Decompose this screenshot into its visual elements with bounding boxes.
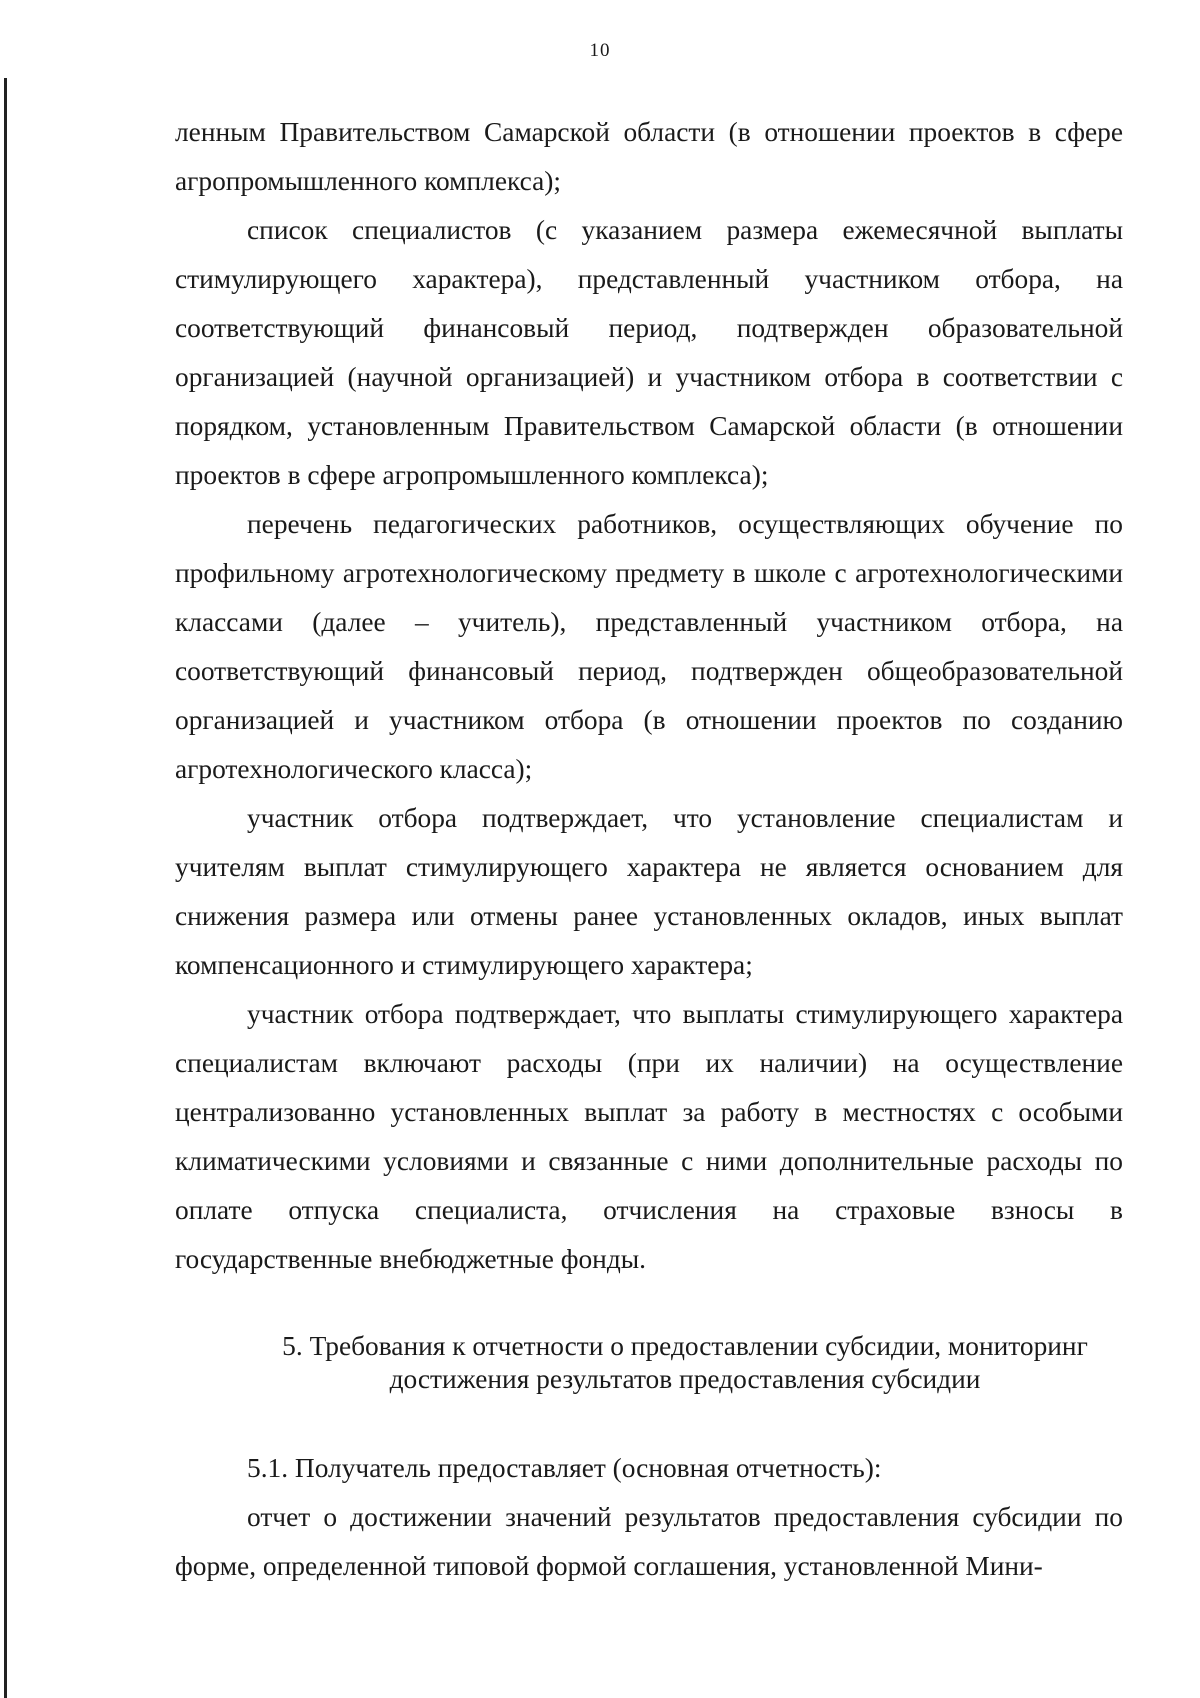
- paragraph-continuation: ленным Правительством Самарской области (в отношении проектов в сфере агропромышленного комплекса);: [175, 117, 1123, 196]
- page-number: 10: [589, 40, 611, 61]
- section-heading-line-2: достижения результатов предоставления субсидии: [389, 1364, 981, 1394]
- paragraph-payments-expenses: участник отбора подтверждает, что выплаты стимулирующего характера специалистам включают расходы (при их наличии) на осуществление централизованно установленных выплат за работу в местностях с особыми климатическими условиями и связанные с ними дополнительные расходы по оплате отпуска специалиста, отчисления на страховые взносы в государственные внебюджетные фонды.: [175, 999, 1123, 1274]
- scan-left-edge: [4, 78, 7, 1698]
- document-body: [175, 108, 1123, 1284]
- section-heading-line-1: 5. Требования к отчетности о предоставлении субсидии, мониторинг: [282, 1331, 1088, 1361]
- section-heading: [260, 1330, 1110, 1396]
- paragraph-specialists-list: список специалистов (с указанием размера ежемесячной выплаты стимулирующего характера), представленный участником отбора, на соответствующий финансовый период, подтвержден образовательной организацией (научной организацией) и участником отбора в соответствии с порядком, установленным Правительством Самарской области (в отношении проектов в сфере агропромышленного комплекса);: [175, 215, 1123, 490]
- section-body: [175, 1444, 1123, 1591]
- paragraph-clause-5-1: 5.1. Получатель предоставляет (основная отчетность):: [247, 1453, 882, 1483]
- paragraph-report-form: отчет о достижении значений результатов предоставления субсидии по форме, определенной типовой формой соглашения, установленной Мини-: [175, 1502, 1123, 1581]
- paragraph-payments-confirmation: участник отбора подтверждает, что установление специалистам и учителям выплат стимулирующего характера не является основанием для снижения размера или отмены ранее установленных окладов, иных выплат компенсационного и стимулирующего характера;: [175, 803, 1123, 980]
- paragraph-teachers-list: перечень педагогических работников, осуществляющих обучение по профильному агротехнологическому предмету в школе с агротехнологическими классами (далее – учитель), представленный участником отбора, на соответствующий финансовый период, подтвержден общеобразовательной организацией и участником отбора (в отношении проектов по созданию агротехнологического класса);: [175, 509, 1123, 784]
